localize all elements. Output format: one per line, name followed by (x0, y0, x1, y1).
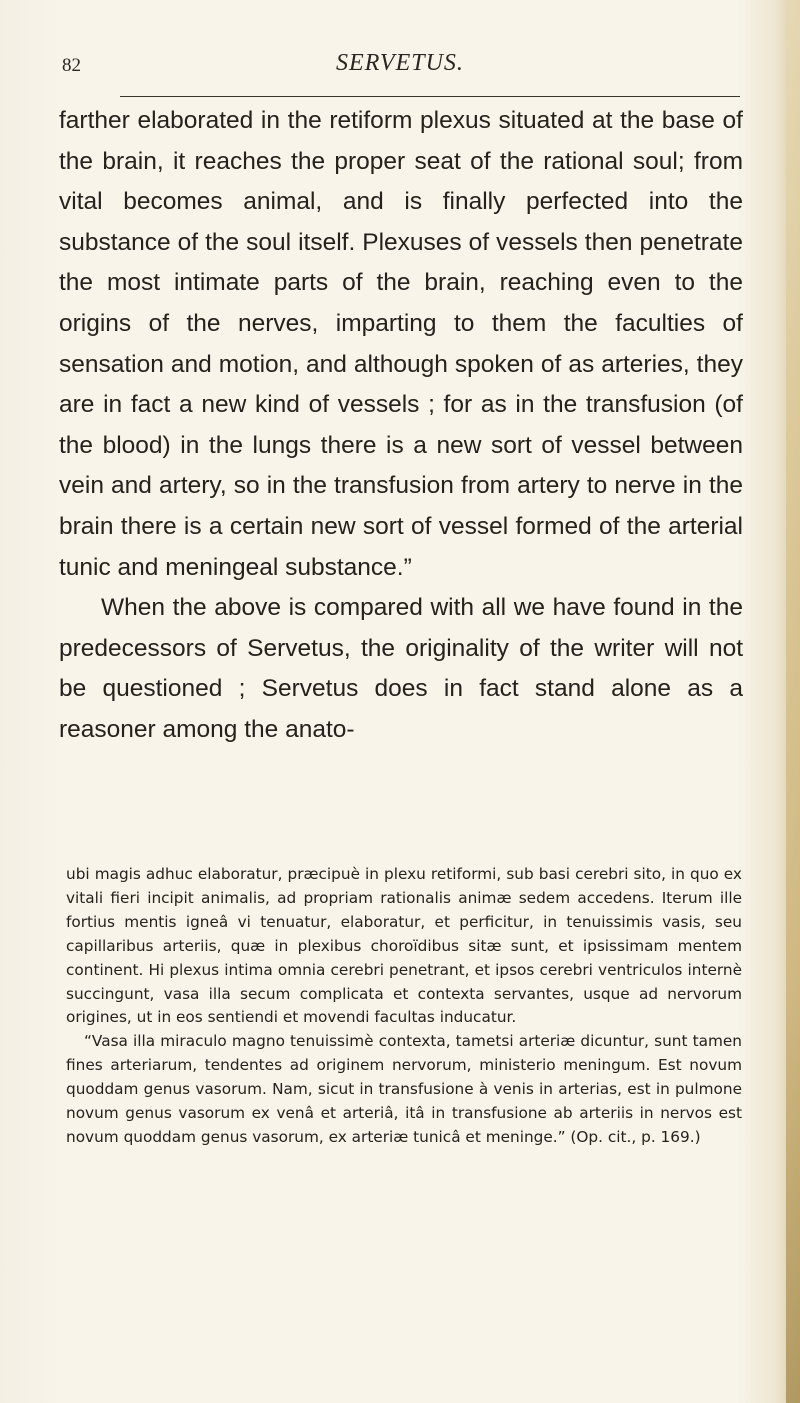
footnote-paragraph: “Vasa illa miraculo magno tenuissimè contexta, tametsi arteriæ dicuntur, sunt tamen fines arteriarum, tendentes ad originem nervorum, ministerio meningum. Est novum quoddam genus vasorum. Nam, sicut in transfusione à venis in arterias, est in pulmone novum genus vasorum ex venâ et arteriâ, itâ in transfusione ab arteriis in nervos est novum quoddam genus vasorum, ex arteriæ tunicâ et meninge.” (Op. cit., p. 169.) (66, 1032, 742, 1146)
main-text (59, 101, 743, 751)
footnote (66, 863, 742, 1150)
page-number: 82 (62, 55, 81, 76)
footnote-paragraph: ubi magis adhuc elaboratur, præcipuè in plexu retiformi, sub basi cerebri sito, in quo ex vitali fieri incipit animalis, ad propriam rationalis animæ sedem accedens. Iterum ille fortius mentis igneâ vi tenuatur, elaboratur, et perficitur, in tenuissimis vasis, seu capillaribus arteriis, quæ in plexibus choroïdibus sitæ sunt, et ipsissimam mentem continent. Hi plexus intima omnia cerebri penetrant, et ipsos cerebri ventriculos internè succingunt, vasa illa secum complicata et contexta servantes, usque ad nervorum origines, ut in eos sentiendi et movendi facultas inducatur. (66, 865, 742, 1027)
body-paragraph: farther elaborated in the retiform plexus situated at the base of the brain, it reaches the proper seat of the rational soul; from vital becomes animal, and is finally perfected into the substance of the soul itself. Plexuses of vessels then penetrate the most intimate parts of the brain, reaching even to the origins of the nerves, imparting to them the faculties of sensation and motion, and although spoken of as arteries, they are in fact a new kind of vessels ; for as in the transfusion (of the blood) in the lungs there is a new sort of vessel between vein and artery, so in the transfusion from artery to nerve in the brain there is a certain new sort of vessel formed of the arterial tunic and meningeal substance.” (59, 107, 743, 581)
running-title: SERVETUS. (336, 50, 464, 76)
header-rule (120, 96, 740, 97)
body-paragraph: When the above is compared with all we have found in the predecessors of Servetus, the originality of the writer will not be questioned ; Servetus does in fact stand alone as a reasoner among the anato- (59, 594, 743, 743)
page-edge-stain (786, 0, 800, 1403)
